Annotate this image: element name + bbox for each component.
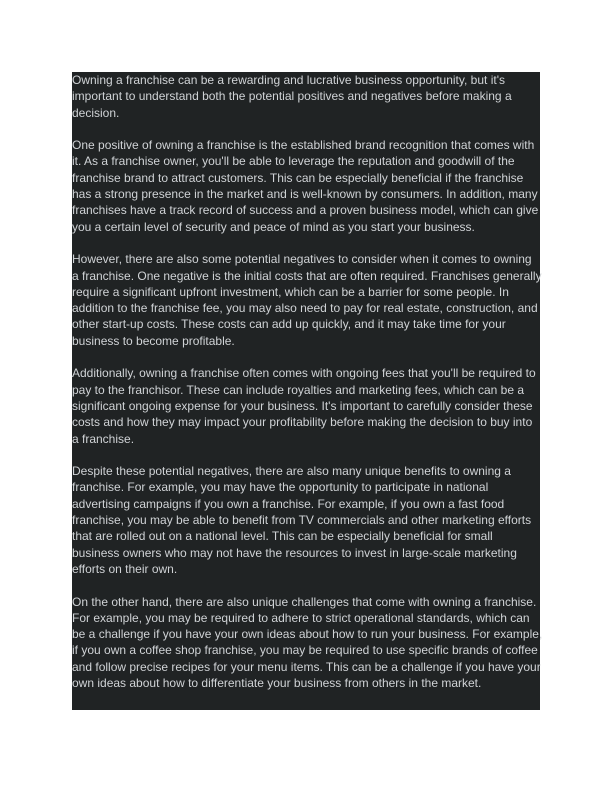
paragraph-line: own ideas about how to differentiate your business from others in the market. [72, 675, 482, 690]
paragraph-line: However, there are also some potential negatives to consider when it comes to owning [72, 252, 532, 267]
paragraph-line: you a certain level of security and peace of mind as you start your business. [72, 219, 475, 234]
paragraph-line: other start-up costs. These costs can add up quickly, and it may take time for your [72, 317, 506, 332]
paragraph-line: efforts on their own. [72, 561, 178, 576]
paragraph-line: that are rolled out on a national level. This can be especially beneficial for small [72, 529, 493, 544]
paragraph-line: be a challenge if you have your own ideas about how to run your business. For example, [72, 627, 543, 642]
paragraph-line: decision. [72, 105, 120, 120]
paragraph-line: franchise. For example, you may have the opportunity to participate in national [72, 480, 489, 495]
paragraph-line: costs and how they may impact your profitability before making the decision to buy into [72, 415, 533, 430]
paragraph-line: franchises have a track record of success and a proven business model, which can give [72, 203, 539, 218]
paragraph [72, 463, 540, 577]
paragraph-line: franchise, you may be able to benefit from TV commercials and other marketing efforts [72, 513, 532, 528]
paragraph-line: if you own a coffee shop franchise, you may be required to use specific brands of coffee [72, 643, 538, 658]
paragraph-line: advertising campaigns if you own a franchise. For example, if you own a fast food [72, 496, 505, 511]
paragraph-line: it. As a franchise owner, you'll be able to leverage the reputation and goodwill of the [72, 154, 515, 169]
paragraph-line: important to understand both the potential positives and negatives before making a [72, 89, 512, 104]
paragraph-line: On the other hand, there are also unique challenges that come with owning a franchise. [72, 594, 537, 609]
paragraph-line: Additionally, owning a franchise often comes with ongoing fees that you'll be required to [72, 366, 536, 381]
paragraph-line: franchise brand to attract customers. This can be especially beneficial if the franchise [72, 170, 524, 185]
paragraph [72, 251, 540, 349]
paragraph-line: One positive of owning a franchise is the established brand recognition that comes with [72, 138, 535, 153]
paragraph-line: Despite these potential negatives, there are also many unique benefits to owning a [72, 464, 511, 479]
paragraph [72, 72, 540, 121]
paragraph-line: For example, you may be required to adhere to strict operational standards, which can [72, 610, 530, 625]
paragraph [72, 365, 540, 446]
paragraph-line: business to become profitable. [72, 333, 235, 348]
paragraph-line: has a strong presence in the market and is well-known by consumers. In addition, many [72, 187, 538, 202]
document-body [72, 72, 543, 710]
paragraph-line: addition to the franchise fee, you may also need to pay for real estate, construction, and [72, 301, 538, 316]
paragraph-line: and follow precise recipes for your menu items. This can be a challenge if you have your [72, 659, 541, 674]
paragraph-line: significant ongoing expense for your business. It's important to carefully consider these [72, 398, 533, 413]
paragraph [72, 594, 543, 692]
paragraph-line: Owning a franchise can be a rewarding and lucrative business opportunity, but it's [72, 73, 505, 87]
paragraph-line: a franchise. [72, 431, 135, 446]
paragraph-line: pay to the franchisor. These can include royalties and marketing fees, which can be a [72, 382, 525, 397]
paragraph-line: business owners who may not have the resources to invest in large-scale marketing [72, 545, 517, 560]
paragraph-line: a franchise. One negative is the initial costs that are often required. Franchises generally [72, 268, 542, 283]
paragraph [72, 137, 540, 235]
paragraph-line: require a significant upfront investment, which can be a barrier for some people. In [72, 284, 509, 299]
